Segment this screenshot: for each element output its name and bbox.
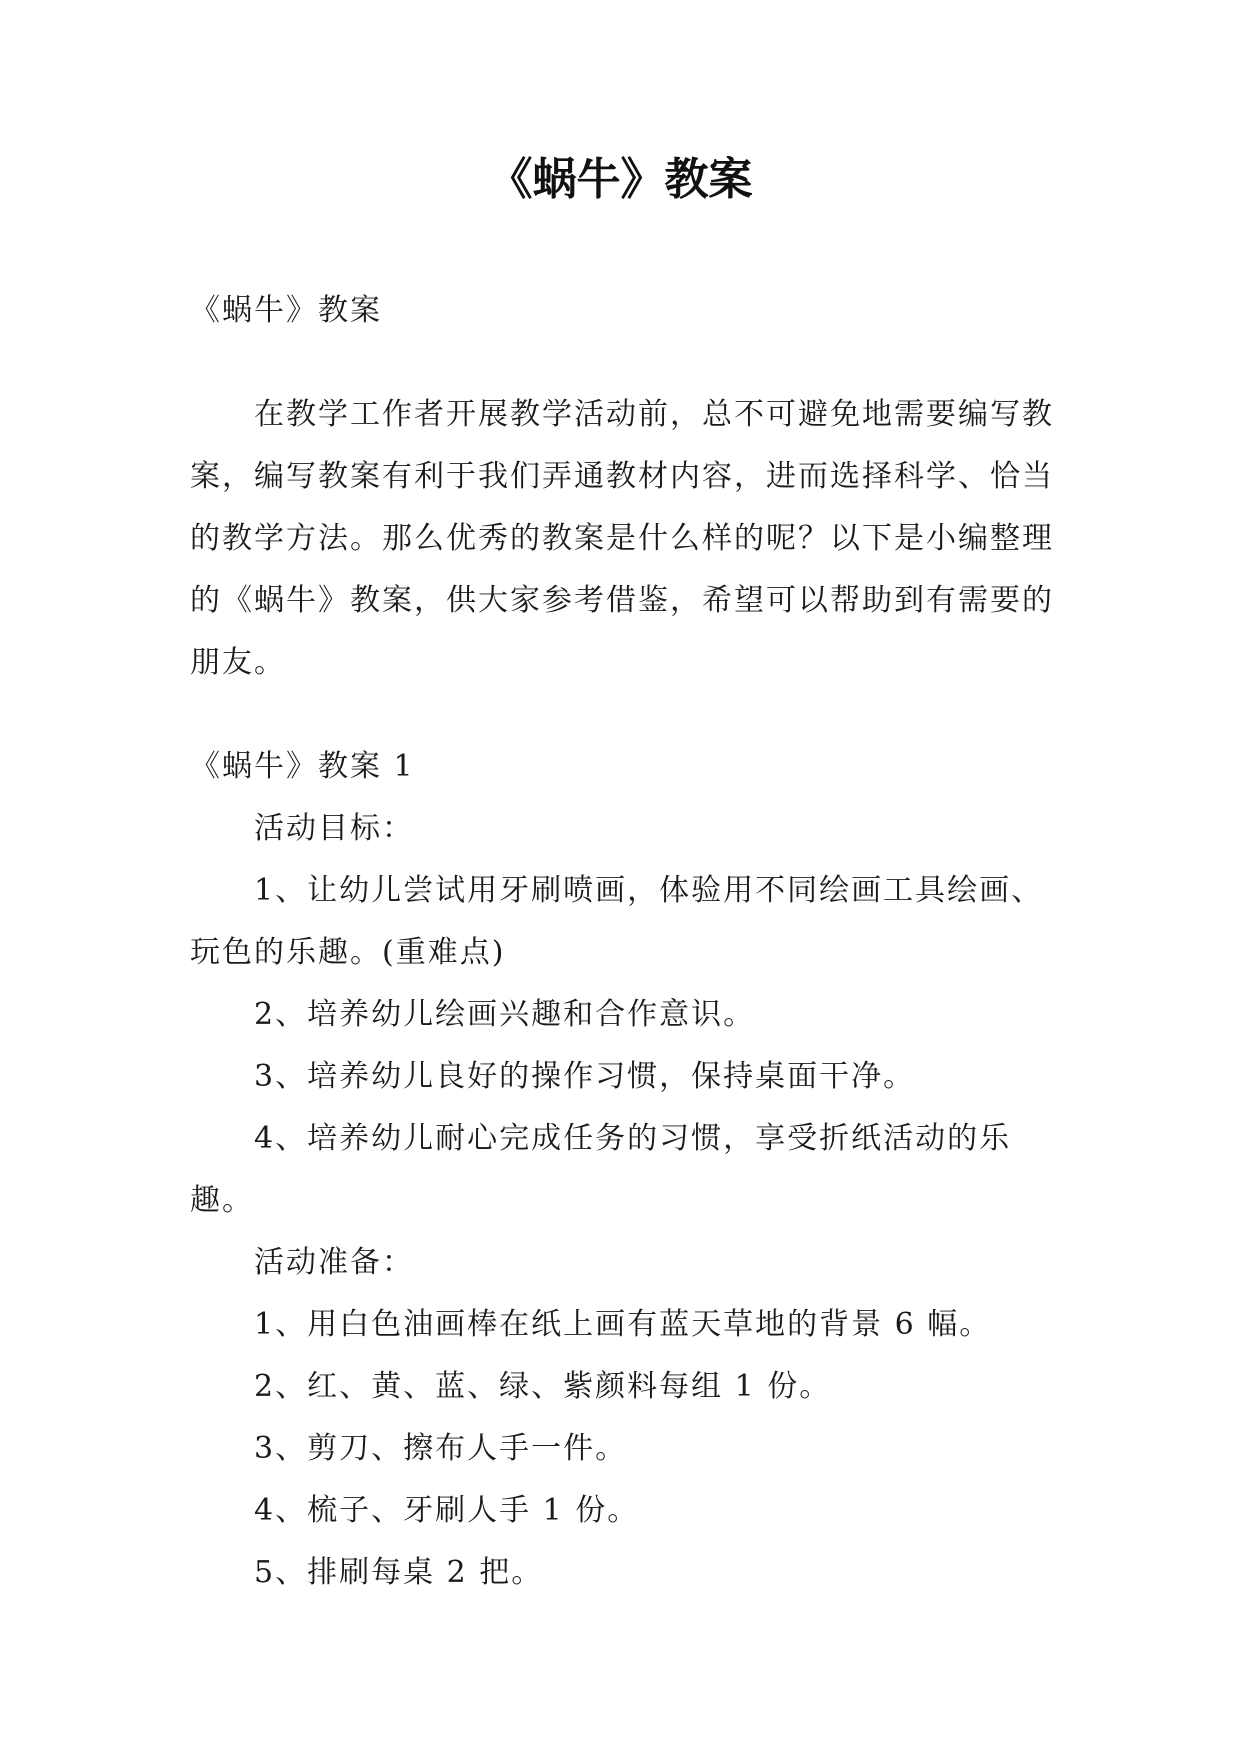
prep-item: 5、排刷每桌 2 把。 (254, 1555, 544, 1590)
prep-item: 4、梳子、牙刷人手 1 份。 (254, 1493, 640, 1528)
goal-item: 2、培养幼儿绘画兴趣和合作意识。 (254, 997, 756, 1032)
prep-item: 1、用白色油画棒在纸上画有蓝天草地的背景 6 幅。 (254, 1307, 992, 1342)
document-body (190, 280, 1060, 1604)
prep-item: 2、红、黄、蓝、绿、紫颜料每组 1 份。 (254, 1369, 832, 1404)
document-subtitle: 《蜗牛》教案 (190, 293, 382, 328)
goal-item: 3、培养幼儿良好的操作习惯，保持桌面干净。 (254, 1059, 916, 1094)
spacer (190, 342, 1060, 384)
spacer (190, 694, 1060, 736)
document-title: 《蜗牛》教案 (488, 154, 753, 205)
goal-item: 1、让幼儿尝试用牙刷喷画，体验用不同绘画工具绘画、玩色的乐趣。(重难点) (190, 873, 1044, 970)
section-heading: 《蜗牛》教案 1 (190, 749, 415, 784)
prep-item: 3、剪刀、擦布人手一件。 (254, 1431, 628, 1466)
intro-paragraph: 在教学工作者开展教学活动前，总不可避免地需要编写教案，编写教案有利于我们弄通教材内容，进而选择科学、恰当的教学方法。那么优秀的教案是什么样的呢？以下是小编整理的《蜗牛》教案，供大家参考借鉴，希望可以帮助到有需要的朋友。 (190, 397, 1054, 680)
goal-item: 4、培养幼儿耐心完成任务的习惯，享受折纸活动的乐趣。 (190, 1121, 1012, 1218)
prep-heading: 活动准备： (254, 1245, 414, 1280)
goals-heading: 活动目标： (254, 811, 414, 846)
